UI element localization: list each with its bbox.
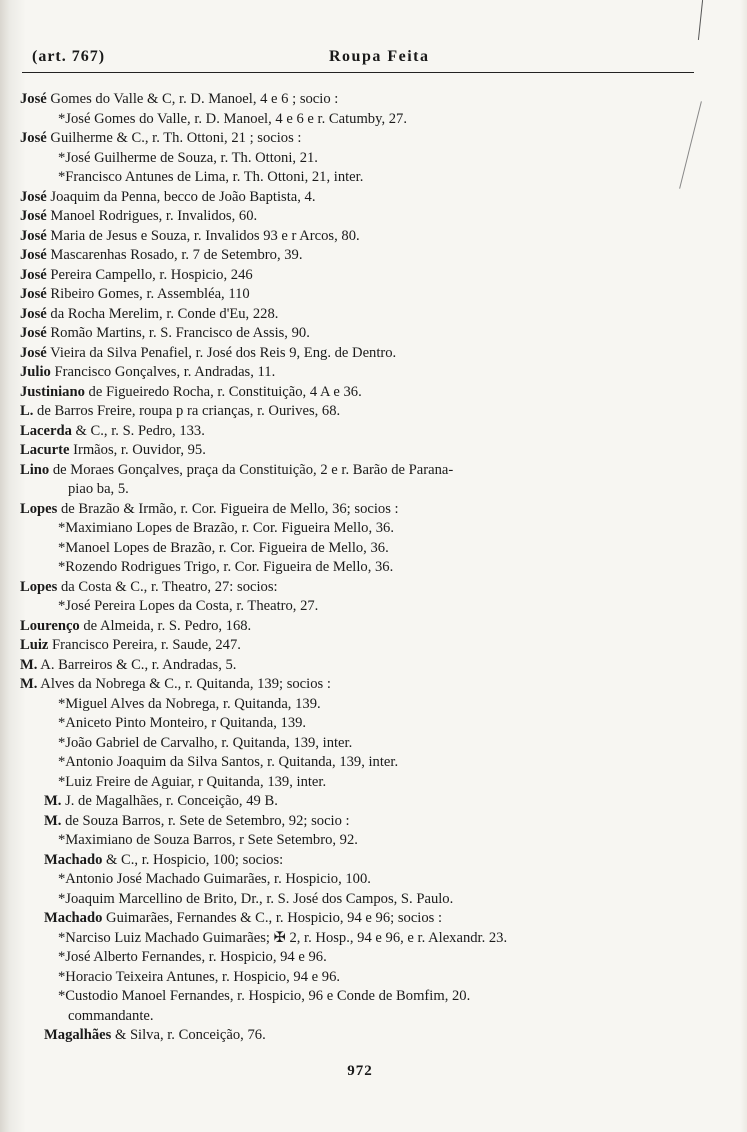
entry-text xyxy=(58,968,340,988)
entry-text xyxy=(58,597,318,617)
partner-entry xyxy=(0,753,747,773)
entry-text xyxy=(20,344,396,364)
entry-detail: da Costa & C., r. Theatro, 27: socios: xyxy=(57,578,278,595)
business-entry xyxy=(0,441,747,461)
business-entry xyxy=(0,188,747,208)
entry-detail: *Maximiano Lopes de Brazão, r. Cor. Figueira Mello, 36. xyxy=(58,520,394,536)
partner-entry xyxy=(0,948,747,968)
entry-detail: *Narciso Luiz Machado Guimarães; ✠ 2, r. Hosp., 94 e 96, e r. Alexandr. 23. xyxy=(58,929,508,946)
entry-name: Julio xyxy=(20,364,51,380)
partner-entry xyxy=(0,968,747,988)
entry-text xyxy=(20,461,453,481)
partner-entry xyxy=(0,480,747,500)
entry-text xyxy=(68,1007,154,1027)
business-entry xyxy=(0,792,747,812)
business-entry xyxy=(0,851,747,871)
entry-text xyxy=(20,207,257,227)
entry-detail: Irmãos, r. Ouvidor, 95. xyxy=(69,442,206,458)
entry-detail: Pereira Campello, r. Hospicio, 246 xyxy=(46,266,253,283)
business-entry xyxy=(0,324,747,344)
business-entry xyxy=(0,422,747,442)
article-reference: (art. 767) xyxy=(32,48,106,65)
business-entry xyxy=(0,909,747,929)
entry-name: Machado xyxy=(44,851,103,868)
entry-name: José xyxy=(20,208,47,224)
entry-detail: Joaquim da Penna, becco de João Baptista, 4. xyxy=(46,188,316,205)
business-entry xyxy=(0,344,747,364)
partner-entry xyxy=(0,110,747,130)
entry-text xyxy=(44,792,278,812)
margin-mark xyxy=(698,0,703,40)
entry-name: Lacurte xyxy=(20,442,70,458)
business-entry xyxy=(0,305,747,325)
business-entry xyxy=(0,285,747,305)
entry-text xyxy=(58,539,389,559)
entry-name: José xyxy=(20,91,47,107)
entry-detail: Guilherme & C., r. Th. Ottoni, 21 ; socios : xyxy=(46,130,302,146)
entry-detail: *Francisco Antunes de Lima, r. Th. Ottoni, 21, inter. xyxy=(58,169,364,185)
entry-name: L. xyxy=(20,403,34,419)
entry-text xyxy=(58,929,507,949)
entry-name: Machado xyxy=(44,910,103,926)
entry-text xyxy=(20,90,338,110)
entry-detail: & C., r. S. Pedro, 133. xyxy=(71,422,205,439)
partner-entry xyxy=(0,519,747,539)
entry-text xyxy=(68,480,129,500)
business-entry xyxy=(0,656,747,676)
entry-name: José xyxy=(20,305,47,322)
entry-detail: Guimarães, Fernandes & C., r. Hospicio, 94 e 96; socios : xyxy=(102,910,443,926)
entry-text xyxy=(20,266,253,286)
entry-detail: J. de Magalhães, r. Conceição, 49 B. xyxy=(61,793,278,809)
entry-text xyxy=(58,695,321,715)
entry-name: José xyxy=(20,227,47,244)
page-header xyxy=(32,48,692,72)
business-entry xyxy=(0,675,747,695)
entry-name: Magalhães xyxy=(44,1027,112,1043)
entry-detail: *Miguel Alves da Nobrega, r. Quitanda, 139. xyxy=(58,695,321,712)
partner-entry xyxy=(0,890,747,910)
business-entry xyxy=(0,617,747,637)
directory-entries xyxy=(0,90,747,1046)
partner-entry xyxy=(0,987,747,1007)
entry-name: Lourenço xyxy=(20,617,80,634)
entry-name: Luiz xyxy=(20,637,49,653)
entry-detail: *Custodio Manoel Fernandes, r. Hospicio, 96 e Conde de Bomfim, 20. xyxy=(58,988,471,1004)
entry-detail: *José Gomes do Valle, r. D. Manoel, 4 e 6 e r. Catumby, 27. xyxy=(58,110,407,127)
partner-entry xyxy=(0,149,747,169)
entry-detail: Romão Martins, r. S. Francisco de Assis, 90. xyxy=(46,325,310,341)
business-entry xyxy=(0,812,747,832)
entry-text xyxy=(58,558,393,578)
partner-entry xyxy=(0,539,747,559)
partner-entry xyxy=(0,870,747,890)
entry-text xyxy=(20,305,278,325)
entry-text xyxy=(20,363,275,383)
entry-name: José xyxy=(20,266,47,283)
entry-name: José xyxy=(20,344,47,361)
entry-text xyxy=(58,753,398,773)
header-rule xyxy=(22,72,694,73)
entry-text xyxy=(20,129,301,149)
entry-detail: A. Barreiros & C., r. Andradas, 5. xyxy=(37,656,237,673)
business-entry xyxy=(0,246,747,266)
partner-entry xyxy=(0,734,747,754)
entry-detail: *Maximiano de Souza Barros, r Sete Setembro, 92. xyxy=(58,832,358,848)
entry-text xyxy=(20,500,399,520)
entry-text xyxy=(58,890,453,910)
entry-name: Lacerda xyxy=(20,422,72,439)
business-entry xyxy=(0,266,747,286)
entry-text xyxy=(44,851,283,871)
entry-detail: de Barros Freire, roupa p ra crianças, r. Ourives, 68. xyxy=(33,403,341,419)
entry-text xyxy=(58,987,470,1007)
entry-detail: de Almeida, r. S. Pedro, 168. xyxy=(79,617,252,634)
entry-detail: *Rozendo Rodrigues Trigo, r. Cor. Figueira de Mello, 36. xyxy=(58,559,394,575)
entry-detail: & Silva, r. Conceição, 76. xyxy=(111,1027,266,1043)
entry-name: José xyxy=(20,188,47,205)
entry-detail: de Souza Barros, r. Sete de Setembro, 92; socio : xyxy=(61,812,350,829)
entry-detail: Vieira da Silva Penafiel, r. José dos Reis 9, Eng. de Dentro. xyxy=(46,344,397,361)
entry-text xyxy=(58,948,327,968)
entry-detail: Manoel Rodrigues, r. Invalidos, 60. xyxy=(46,208,258,224)
entry-detail: *José Pereira Lopes da Costa, r. Theatro, 27. xyxy=(58,598,319,614)
business-entry xyxy=(0,402,747,422)
business-entry xyxy=(0,227,747,247)
partner-entry xyxy=(0,695,747,715)
entry-text xyxy=(20,246,303,266)
entry-detail: *Luiz Freire de Aguiar, r Quitanda, 139, inter. xyxy=(58,773,327,790)
entry-text xyxy=(58,519,394,539)
entry-detail: de Moraes Gonçalves, praça da Constituição, 2 e r. Barão de Parana- xyxy=(49,461,454,478)
entry-text xyxy=(44,909,442,929)
partner-entry xyxy=(0,1007,747,1027)
entry-detail: de Brazão & Irmão, r. Cor. Figueira de Mello, 36; socios : xyxy=(57,500,399,517)
entry-text xyxy=(58,870,371,890)
entry-detail: *Joaquim Marcellino de Brito, Dr., r. S. José dos Campos, S. Paulo. xyxy=(58,890,454,907)
partner-entry xyxy=(0,773,747,793)
entry-text xyxy=(20,656,236,676)
business-entry xyxy=(0,461,747,481)
entry-text xyxy=(20,617,251,637)
business-entry xyxy=(0,207,747,227)
entry-name: Lopes xyxy=(20,500,58,517)
business-entry xyxy=(0,383,747,403)
entry-detail: Maria de Jesus e Souza, r. Invalidos 93 e r Arcos, 80. xyxy=(46,227,360,244)
entry-detail: commandante. xyxy=(68,1007,154,1024)
entry-detail: de Figueiredo Rocha, r. Constituição, 4 A e 36. xyxy=(84,383,362,400)
business-entry xyxy=(0,363,747,383)
entry-text xyxy=(58,773,326,793)
entry-text xyxy=(20,441,206,461)
entry-text xyxy=(20,285,250,305)
entry-detail: Alves da Nobrega & C., r. Quitanda, 139; socios : xyxy=(37,676,331,692)
partner-entry xyxy=(0,597,747,617)
entry-text xyxy=(58,714,306,734)
business-entry xyxy=(0,90,747,110)
entry-name: M. xyxy=(44,812,62,829)
entry-detail: da Rocha Merelim, r. Conde d'Eu, 228. xyxy=(46,305,279,322)
section-title: Roupa Feita xyxy=(329,48,430,65)
entry-text xyxy=(58,110,407,130)
entry-text xyxy=(20,188,315,208)
entry-name: Lopes xyxy=(20,578,58,595)
entry-name: José xyxy=(20,325,47,341)
entry-text xyxy=(20,324,310,344)
business-entry xyxy=(0,636,747,656)
entry-text xyxy=(44,1026,266,1046)
entry-text xyxy=(20,383,362,403)
entry-text xyxy=(58,734,352,754)
entry-detail: *José Guilherme de Souza, r. Th. Ottoni, 21. xyxy=(58,149,318,166)
page-number: 972 xyxy=(347,1063,373,1079)
partner-entry xyxy=(0,558,747,578)
entry-detail: piao ba, 5. xyxy=(68,481,129,497)
business-entry xyxy=(0,500,747,520)
entry-name: José xyxy=(20,247,47,263)
entry-detail: Mascarenhas Rosado, r. 7 de Setembro, 39. xyxy=(46,247,303,263)
business-entry xyxy=(0,1026,747,1046)
entry-text xyxy=(58,831,358,851)
partner-entry xyxy=(0,831,747,851)
entry-name: José xyxy=(20,130,47,146)
entry-detail: *João Gabriel de Carvalho, r. Quitanda, 139, inter. xyxy=(58,734,353,751)
entry-name: Justiniano xyxy=(20,383,85,400)
entry-name: M. xyxy=(20,656,38,673)
entry-detail: Francisco Pereira, r. Saude, 247. xyxy=(48,637,241,653)
entry-text xyxy=(20,675,331,695)
entry-text xyxy=(44,812,350,832)
entry-text xyxy=(58,149,318,169)
entry-text xyxy=(20,402,340,422)
business-entry xyxy=(0,129,747,149)
entry-text xyxy=(20,636,241,656)
entry-detail: *José Alberto Fernandes, r. Hospicio, 94 e 96. xyxy=(58,949,327,965)
entry-text xyxy=(20,227,360,247)
partner-entry xyxy=(0,714,747,734)
entry-detail: *Aniceto Pinto Monteiro, r Quitanda, 139. xyxy=(58,715,307,731)
entry-detail: *Antonio Joaquim da Silva Santos, r. Quitanda, 139, inter. xyxy=(58,754,399,770)
entry-detail: *Antonio José Machado Guimarães, r. Hospicio, 100. xyxy=(58,871,371,887)
entry-name: Lino xyxy=(20,461,50,478)
entry-detail: Ribeiro Gomes, r. Assembléa, 110 xyxy=(46,286,250,302)
entry-name: José xyxy=(20,286,47,302)
entry-detail: *Horacio Teixeira Antunes, r. Hospicio, 94 e 96. xyxy=(58,968,341,985)
entry-text xyxy=(20,578,278,598)
entry-name: M. xyxy=(44,793,62,809)
entry-detail: *Manoel Lopes de Brazão, r. Cor. Figueira de Mello, 36. xyxy=(58,539,389,556)
entry-name: M. xyxy=(20,676,38,692)
entry-detail: Gomes do Valle & C, r. D. Manoel, 4 e 6 ; socio : xyxy=(46,91,339,107)
entry-text xyxy=(20,422,205,442)
entry-detail: Francisco Gonçalves, r. Andradas, 11. xyxy=(50,364,276,380)
entry-text xyxy=(58,168,363,188)
partner-entry xyxy=(0,168,747,188)
partner-entry xyxy=(0,929,747,949)
business-entry xyxy=(0,578,747,598)
entry-detail: & C., r. Hospicio, 100; socios: xyxy=(102,851,284,868)
